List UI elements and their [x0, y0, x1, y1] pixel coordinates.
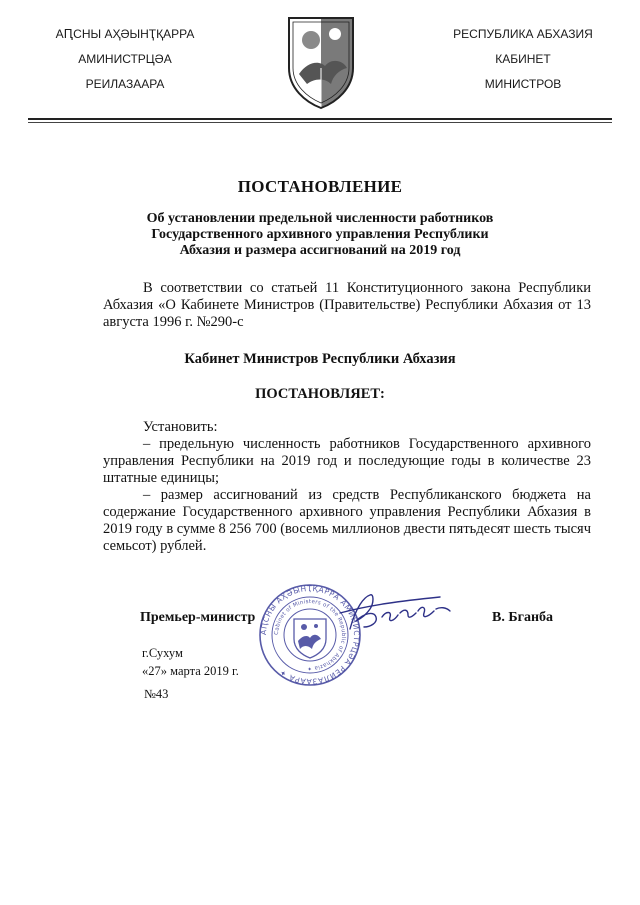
- body-paragraph-1: Установить:: [143, 419, 218, 435]
- header-right-line-1: РЕСПУБЛИКА АБХАЗИЯ: [453, 27, 593, 41]
- svg-text:Cabinet of Ministers of the Re: Cabinet of Ministers of the Republic of Abkhazia ✦: [273, 598, 347, 672]
- state-emblem-icon: [285, 14, 357, 110]
- subject-line-2: Государственного архивного управления Республики: [151, 227, 489, 242]
- body-paragraph-3: – размер ассигнований из средств Республиканского бюджета на содержание Государственного архивного управления Республики Абхазия в 2019 году в сумме 8 256 700 (восемь миллионов двести пятьдесят шесть тысяч семьсот) рублей.: [103, 487, 591, 554]
- document-subject: [120, 211, 520, 259]
- header-left-line-1: АԤСНЫ АҲӘЫНҬҚАРРА: [55, 27, 195, 41]
- document-title: ПОСТАНОВЛЕНИЕ: [237, 177, 403, 196]
- header-left-block: [40, 26, 210, 101]
- header-divider-thin: [28, 122, 612, 123]
- header-left-line-2: АМИНИСТРЦӘА: [78, 52, 172, 66]
- signatory-name: В. Бганба: [492, 610, 554, 625]
- signatory-position: Премьер-министр: [140, 610, 256, 625]
- subject-line-3: Абхазия и размера ассигнований на 2019 год: [179, 243, 461, 258]
- subject-line-1: Об установлении предельной численности работников: [146, 211, 494, 226]
- header-divider-thick: [28, 118, 612, 120]
- issue-place: г.Сухум: [142, 646, 183, 660]
- issue-date: «27» марта 2019 г.: [142, 664, 239, 678]
- svg-text:АԤСНЫ АҲӘЫНҬҚАРРА АМИНИСТРЦӘА: АԤСНЫ АҲӘЫНҬҚАРРА АМИНИСТРЦӘА РЕИЛАЗААРА ✦: [258, 583, 362, 687]
- body-paragraph-2: – предельную численность работников Государственного архивного управления Республики на 2019 год и последующие годы в количестве 23 штатные единицы;: [103, 436, 591, 486]
- header-right-line-3: МИНИСТРОВ: [484, 77, 562, 91]
- header-right-block: [438, 26, 608, 101]
- header-left-line-3: РЕИЛАЗААРА: [85, 77, 165, 91]
- document-preamble: В соответствии со статьей 11 Конституционного закона Республики Абхазия «О Кабинете Министров (Правительстве) Республики Абхазия от 13 августа 1996 г. №290-с: [103, 280, 591, 330]
- handwritten-signature-icon: [330, 583, 460, 643]
- document-number: №43: [144, 687, 169, 701]
- issuing-authority: Кабинет Министров Республики Абхазия: [184, 351, 456, 367]
- header-right-line-2: КАБИНЕТ: [495, 52, 551, 66]
- decree-heading: ПОСТАНОВЛЯЕТ:: [255, 386, 385, 402]
- document-body: [103, 419, 591, 555]
